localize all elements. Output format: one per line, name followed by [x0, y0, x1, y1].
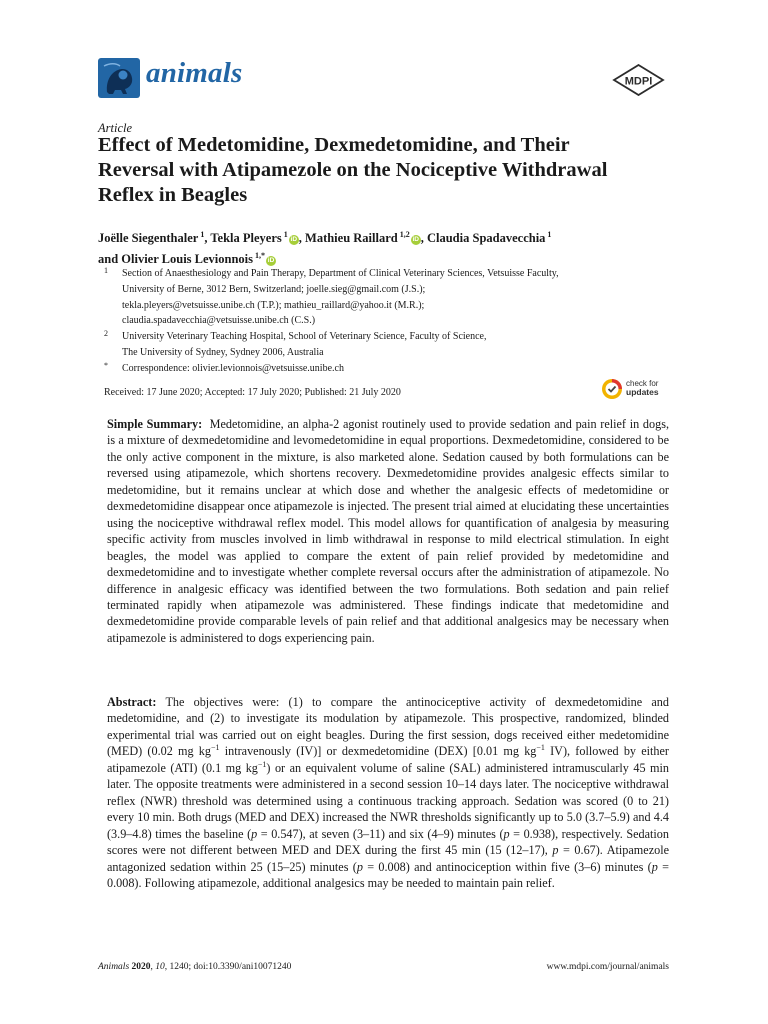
author-list: Joëlle Siegenthaler $^1$, Tekla Pleyers $^1$iD , Mathieu Raillard $^{1,2}$iD , Claudia Spadavecchia $^1$ and Olivier Louis Levionnois $^{1,*}$iD — [98, 230, 552, 267]
check-updates-line2: updates — [626, 387, 659, 397]
affiliation-line: The University of Sydney, Sydney 2006, Australia — [122, 346, 324, 358]
footer-volume: 10 — [155, 962, 165, 972]
author-name: Mathieu Raillard — [305, 231, 398, 246]
author-affiliation-mark: 1 — [198, 230, 205, 239]
affiliation-mark: 1 — [104, 266, 108, 275]
journal-logo-icon — [98, 58, 140, 98]
abstract-italic: p — [251, 826, 258, 841]
publisher-name: MDPI — [624, 75, 653, 88]
abstract-segment: = 0.008). Following atipamezole, additional analgesics may be needed to maintain pain relief. — [107, 859, 669, 890]
abstract-segment: intravenously (IV)] or dexmedetomidine (DEX) [0.01 mg kg — [219, 744, 537, 759]
affiliation-mark: * — [104, 360, 108, 370]
abstract-segment: = 0.547), at seven (3–11) and six (4–9) minutes ( — [257, 826, 504, 841]
orcid-icon[interactable]: iD — [412, 236, 419, 244]
abstract — [107, 694, 669, 891]
abstract-italic: p — [503, 826, 510, 841]
check-updates-line1: check for — [626, 379, 659, 388]
footer-url[interactable]: www.mdpi.com/journal/animals — [546, 962, 669, 972]
affiliation-line: tekla.pleyers@vetsuisse.unibe.ch (T.P.); mathieu_raillard@yahoo.it (M.R.); — [122, 299, 425, 311]
affiliation-line: Correspondence: olivier.levionnois@vetsuisse.unibe.ch — [122, 362, 344, 374]
simple-summary-label: Simple Summary: — [107, 417, 203, 431]
author — [121, 252, 276, 266]
footer-citation: Animals 2020, 10, 1240; doi:10.3390/ani10071240 — [98, 962, 292, 972]
abstract-segment: = 0.67). Atipamezole antagonized sedation within 25 (15–25) minutes ( — [107, 843, 669, 874]
author-name: Claudia Spadavecchia — [426, 231, 546, 246]
footer-year: 2020 — [131, 962, 151, 972]
author — [210, 231, 298, 245]
affiliation-line: Section of Anaesthesiology and Pain Therapy, Department of Clinical Veterinary Sciences, Vetsuisse Faculty, — [122, 268, 559, 279]
affiliation — [104, 329, 674, 361]
footer-doi: , 1240; doi:10.3390/ani10071240 — [164, 962, 292, 972]
orcid-icon[interactable]: iD — [267, 257, 275, 265]
abstract-italic: p — [356, 859, 363, 874]
abstract-segment: ) or an equivalent volume of saline (SAL) administered intramuscularly 45 min later. The opposite treatments were administered in a second session 10–14 days later. The nociceptive withdrawal reflex (NWR) threshold was determined using a continuous tracking approach. Sedation was scored (0 to 21) every 10 min. Both drugs (MED and DEX) increased the NWR thresholds significantly up to 5.0 (3.7–5.9) and 4.4 (3.9–4.8) times the baseline ( — [107, 760, 669, 841]
author-affiliation-mark: 1,2 — [397, 230, 410, 239]
abstract-italic: p — [651, 859, 658, 874]
abstract-label: Abstract: — [107, 695, 157, 709]
check-for-updates-badge[interactable] — [601, 376, 671, 402]
affiliation-line: claudia.spadavecchia@vetsuisse.unibe.ch (C.S.) — [122, 315, 316, 327]
affiliation-line: University of Berne, 3012 Bern, Switzerland; joelle.sieg@gmail.com (J.S.); — [122, 283, 426, 295]
abstract-superscript: −1 — [536, 743, 545, 753]
affiliations — [104, 266, 674, 377]
author-name: Olivier Louis Levionnois — [121, 252, 254, 267]
abstract-segment: = 0.008) and antinociception within five (3–6) minutes ( — [362, 859, 652, 874]
author-affiliation-mark: 1,* — [253, 251, 266, 261]
abstract-italic: p — [552, 843, 559, 858]
abstract-segment: IV), followed by either atipamezole (ATI) (0.1 mg kg — [107, 744, 669, 775]
abstract-text — [107, 695, 669, 890]
affiliation — [104, 266, 674, 329]
abstract-superscript: −1 — [211, 743, 220, 753]
mdpi-logo-icon — [611, 64, 666, 96]
author-name: Joëlle Siegenthaler — [98, 231, 199, 246]
abstract-segment: = 0.938), respectively. Sedation scores were not different between MED and DEX during the first 45 min (15 (12–17), — [107, 826, 669, 858]
author-affiliation-mark: 1 — [281, 230, 288, 239]
author — [427, 231, 551, 245]
affiliation-mark: 2 — [104, 329, 108, 339]
author-affiliation-mark: 1 — [545, 230, 552, 239]
simple-summary — [107, 416, 669, 646]
abstract-superscript: −1 — [257, 759, 267, 769]
article-title: Effect of Medetomidine, Dexmedetomidine, and Their Reversal with Atipamezole on the Nociceptive Withdrawal Reflex in Beagles — [98, 134, 608, 206]
article-type: Article — [98, 121, 133, 135]
simple-summary-text: Medetomidine, an alpha-2 agonist routinely used to provide sedation and pain relief in dogs, is a mixture of dexmedetomidine and levomedetomidine in equal proportions. Dexmedetomidine, considered to be the only active component in the mixture, is also marketed alone. Sedation caused by both formulations can be reversed using atipamezole, which shortens recovery. Dexmedetomidine provides analgesic effects similar to medetomidine, but it remains unclear at which dose and whether the analgesic effects of medetomidine or dexmedetomidine disappear once atipamezole is injected. The present trial aimed at elucidating these uncertainties using the nociceptive withdrawal reflex model. This model allows for quantification of analgesia by measuring specific activity from muscles involved in limb withdrawal in response to mild electrical stimulation. In eight beagles, the model was applied to compare the extent of pain relief provided by medetomidine and dexmedetomidine and to investigate whether complete reversal occurs after the administration of atipamezole. No difference in analgesic efficacy was identified between the two formulations. Both sedation and pain relief terminated rapidly when atipamezole was administered. These findings indicate that medetomidine and dexmedetomidine provide comparable levels of pain relief and that additional analgesics may be necessary when atipamezole is administered to dogs experiencing pain. — [107, 417, 669, 645]
affiliation — [104, 361, 674, 377]
journal-name: animals — [146, 57, 243, 89]
check-updates-icon — [601, 378, 623, 400]
abstract-segment: The objectives were: (1) to compare the antinociceptive activity of dexmedetomidine and medetomidine, and (2) to investigate its modulation by atipamezole. This prospective, randomized, blinded experimental trial was carried out on eight beagles. During the first session, dogs received either medetomidine (MED) (0.02 mg kg — [107, 695, 669, 759]
author — [305, 231, 421, 245]
affiliation-line: University Veterinary Teaching Hospital, School of Veterinary Science, Faculty of Science, — [122, 331, 487, 343]
publication-dates: Received: 17 June 2020; Accepted: 17 July 2020; Published: 21 July 2020 — [104, 387, 401, 398]
author-name: Tekla Pleyers — [210, 231, 282, 246]
author — [98, 231, 204, 245]
footer-journal: Animals — [98, 962, 130, 972]
orcid-icon[interactable]: iD — [290, 236, 298, 244]
